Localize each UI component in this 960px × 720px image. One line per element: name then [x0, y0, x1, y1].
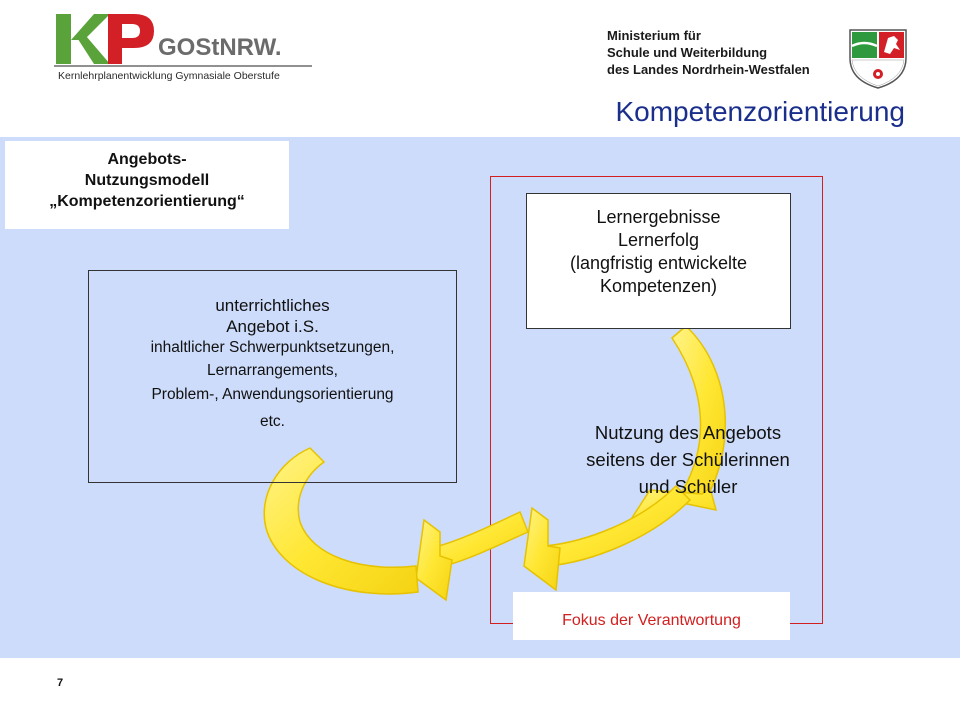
- usage-line: seitens der Schülerinnen: [586, 449, 790, 470]
- model-title-line: Angebots-: [107, 151, 187, 168]
- model-title-line: Nutzungsmodell: [84, 172, 210, 189]
- result-line: Lernerfolg: [617, 230, 700, 250]
- offer-line: Lernarrangements,: [207, 362, 338, 379]
- usage-line: und Schüler: [638, 476, 738, 497]
- ministry-line: Ministerium für: [607, 28, 701, 43]
- offer-line: Angebot i.S.: [226, 317, 319, 336]
- model-title-line: „Kompetenzorientierung“: [49, 193, 245, 210]
- result-line: Kompetenzen): [599, 276, 718, 296]
- offer-line: Problem-, Anwendungsorientierung: [151, 386, 394, 403]
- arrow-big-head: [416, 520, 452, 600]
- learning-results-box: [526, 193, 791, 329]
- page-title: Kompetenzorientierung: [615, 96, 905, 127]
- usage-description: [548, 419, 828, 500]
- logo-brand-text: GOStNRW.: [158, 34, 282, 61]
- result-line: Lernergebnisse: [596, 207, 721, 227]
- offer-line: etc.: [260, 413, 285, 430]
- teaching-offer-box: [88, 270, 457, 483]
- offer-line: unterrichtliches: [215, 296, 330, 315]
- ministry-line: des Landes Nordrhein-Westfalen: [607, 62, 810, 77]
- arrow-left-head: [524, 508, 560, 590]
- responsibility-focus-label: Fokus der Verantwortung: [513, 592, 790, 640]
- result-line: (langfristig entwickelte: [569, 253, 748, 273]
- offer-line: inhaltlicher Schwerpunktsetzungen,: [150, 339, 395, 356]
- usage-line: Nutzung des Angebots: [594, 422, 782, 443]
- page-number: 7: [57, 677, 64, 689]
- logo-subtitle: Kernlehrplanentwicklung Gymnasiale Oberstufe: [58, 70, 280, 82]
- ministry-line: Schule und Weiterbildung: [607, 45, 768, 60]
